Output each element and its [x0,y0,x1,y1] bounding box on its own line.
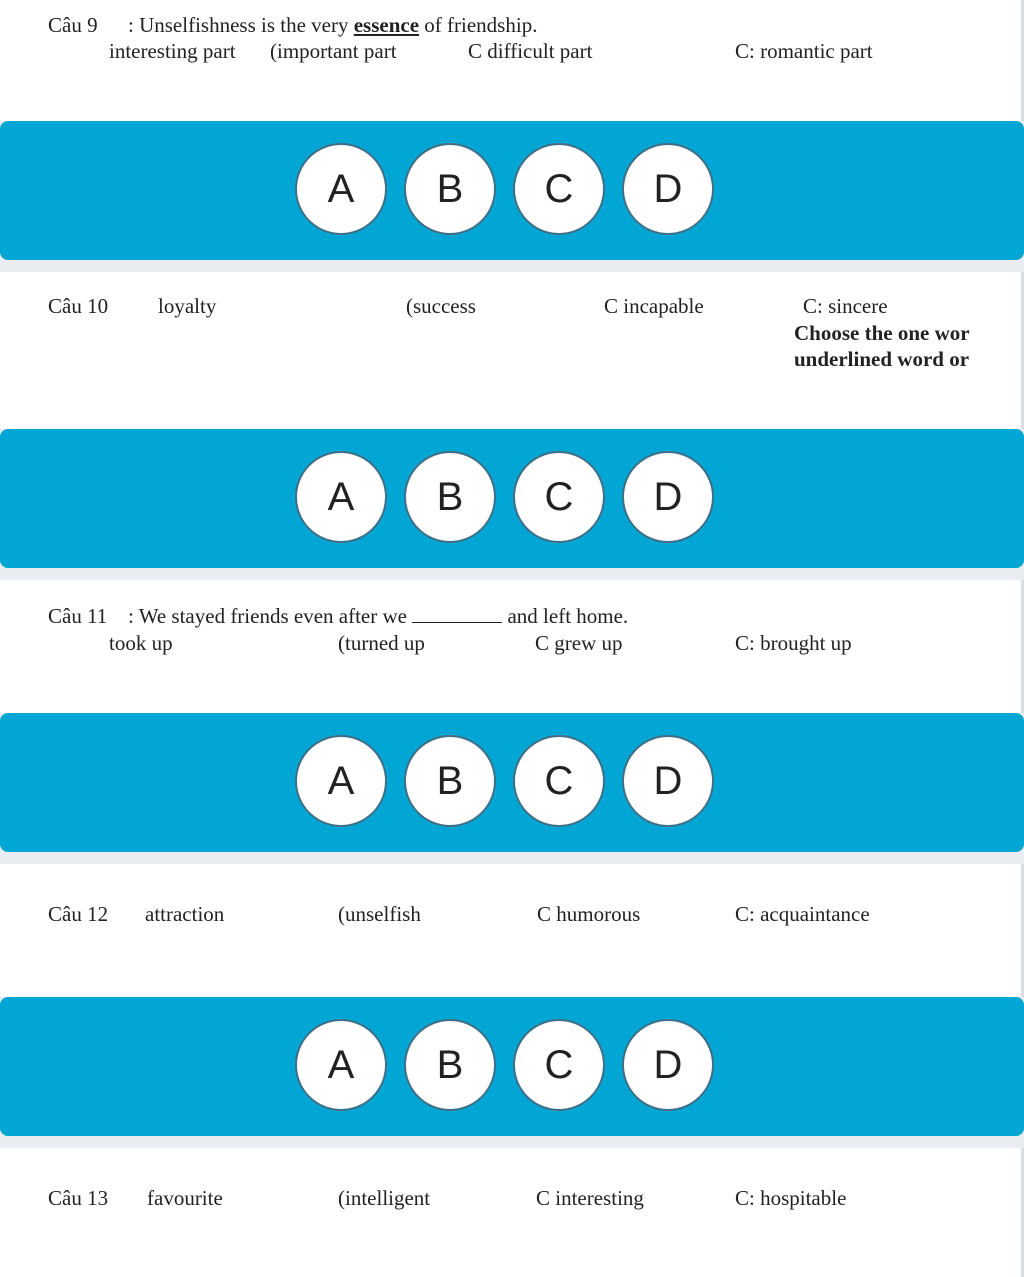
answer-band-10 [0,429,1024,568]
option-a: loyalty [158,294,217,318]
option-a: favourite [147,1186,223,1210]
answer-d-button[interactable]: D [622,1019,714,1111]
answer-band-9 [0,121,1024,260]
option-d: C: romantic part [735,39,873,63]
question-number: Câu 11 [48,604,108,628]
answer-d-button[interactable]: D [622,451,714,543]
question-number: Câu 12 [48,902,109,926]
option-c: C incapable [604,294,704,318]
option-d: C: hospitable [735,1186,847,1210]
answer-a-button[interactable]: A [295,451,387,543]
option-c: C humorous [537,902,641,926]
answer-b-button[interactable]: B [404,735,496,827]
question-card-13 [0,1148,1024,1277]
answer-band-12 [0,997,1024,1136]
option-a: interesting part [109,39,236,63]
question-number: Câu 13 [48,1186,109,1210]
question-stem: : We stayed friends even after we and left home. [128,604,629,628]
question-stem: : Unselfishness is the very essence of friendship. [128,13,538,37]
underlined-word: essence [353,13,420,37]
question-card-9 [0,0,1024,121]
option-b: (turned up [338,631,425,655]
option-d: C: brought up [735,631,852,655]
answer-b-button[interactable]: B [404,143,496,235]
option-b: (intelligent [338,1186,431,1210]
answer-a-button[interactable]: A [295,735,387,827]
option-a: took up [109,631,173,655]
option-b: (important part [270,39,397,63]
question-card-12 [0,864,1024,997]
question-number: Câu 10 [48,294,109,318]
answer-band-11 [0,713,1024,852]
answer-d-button[interactable]: D [622,143,714,235]
answer-d-button[interactable]: D [622,735,714,827]
option-c: C interesting [536,1186,644,1210]
answer-c-button[interactable]: C [513,1019,605,1111]
question-card-10 [0,272,1024,429]
answer-b-button[interactable]: B [404,1019,496,1111]
option-b: (unselfish [338,902,421,926]
question-card-11 [0,580,1024,713]
option-c: C grew up [535,631,623,655]
option-c: C difficult part [468,39,593,63]
option-b: (success [406,294,476,318]
answer-c-button[interactable]: C [513,143,605,235]
option-d: C: sincere [803,294,888,318]
answer-a-button[interactable]: A [295,143,387,235]
answer-b-button[interactable]: B [404,451,496,543]
instruction-line-2: underlined word or [794,347,970,371]
answer-c-button[interactable]: C [513,451,605,543]
instruction-line-1: Choose the one wor [794,321,970,345]
option-a: attraction [145,902,225,926]
answer-blank [412,606,502,623]
answer-a-button[interactable]: A [295,1019,387,1111]
question-number: Câu 9 [48,13,98,37]
option-d: C: acquaintance [735,902,870,926]
answer-c-button[interactable]: C [513,735,605,827]
